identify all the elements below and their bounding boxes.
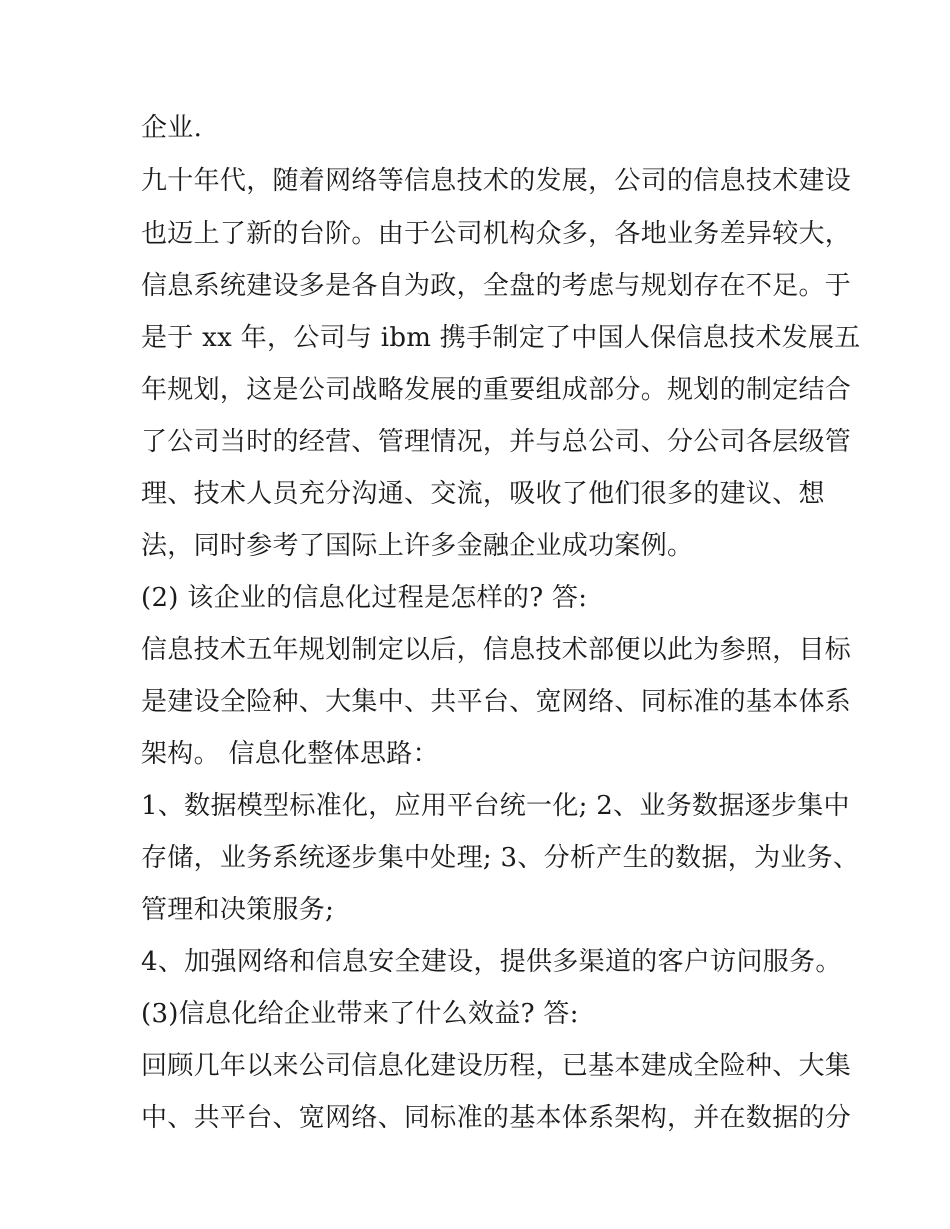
text-line: 是建设全险种、大集中、共平台、宽网络、同标准的基本体系 bbox=[141, 687, 852, 717]
text-line: 企业. bbox=[141, 113, 203, 143]
text-line: 了公司当时的经营、管理情况，并与总公司、分公司各层级管 bbox=[141, 427, 852, 457]
text-line: 管理和决策服务; bbox=[141, 895, 335, 925]
section-heading: (3)信息化给企业带来了什么效益? 答: bbox=[141, 999, 579, 1029]
text-line: 信息技术五年规划制定以后，信息技术部便以此为参照，目标 bbox=[141, 635, 852, 665]
text-line: 1、数据模型标准化，应用平台统一化; 2、业务数据逐步集中 bbox=[141, 791, 850, 821]
text-line: 是于 xx 年，公司与 ibm 携手制定了中国人保信息技术发展五 bbox=[141, 323, 861, 353]
text-line: 存储，业务系统逐步集中处理; 3、分析产生的数据，为业务、 bbox=[141, 843, 860, 873]
text-line: 回顾几年以来公司信息化建设历程，已基本建成全险种、大集 bbox=[141, 1051, 852, 1081]
text-line: 架构。 信息化整体思路： bbox=[141, 739, 439, 769]
text-line: 法，同时参考了国际上许多金融企业成功案例。 bbox=[141, 531, 694, 561]
text-line: 理、技术人员充分沟通、交流，吸收了他们很多的建议、想 bbox=[141, 479, 825, 509]
text-line: 也迈上了新的台阶。由于公司机构众多，各地业务差异较大， bbox=[141, 219, 852, 249]
section-heading: (2) 该企业的信息化过程是怎样的? 答: bbox=[141, 583, 588, 613]
text-line: 年规划，这是公司战略发展的重要组成部分。规划的制定结合 bbox=[141, 375, 852, 405]
text-line: 4、加强网络和信息安全建设，提供多渠道的客户访问服务。 bbox=[141, 947, 842, 977]
text-line: 九十年代，随着网络等信息技术的发展，公司的信息技术建设 bbox=[141, 166, 852, 196]
text-line: 中、共平台、宽网络、同标准的基本体系架构，并在数据的分 bbox=[141, 1103, 852, 1133]
text-line: 信息系统建设多是各自为政，全盘的考虑与规划存在不足。于 bbox=[141, 271, 852, 301]
